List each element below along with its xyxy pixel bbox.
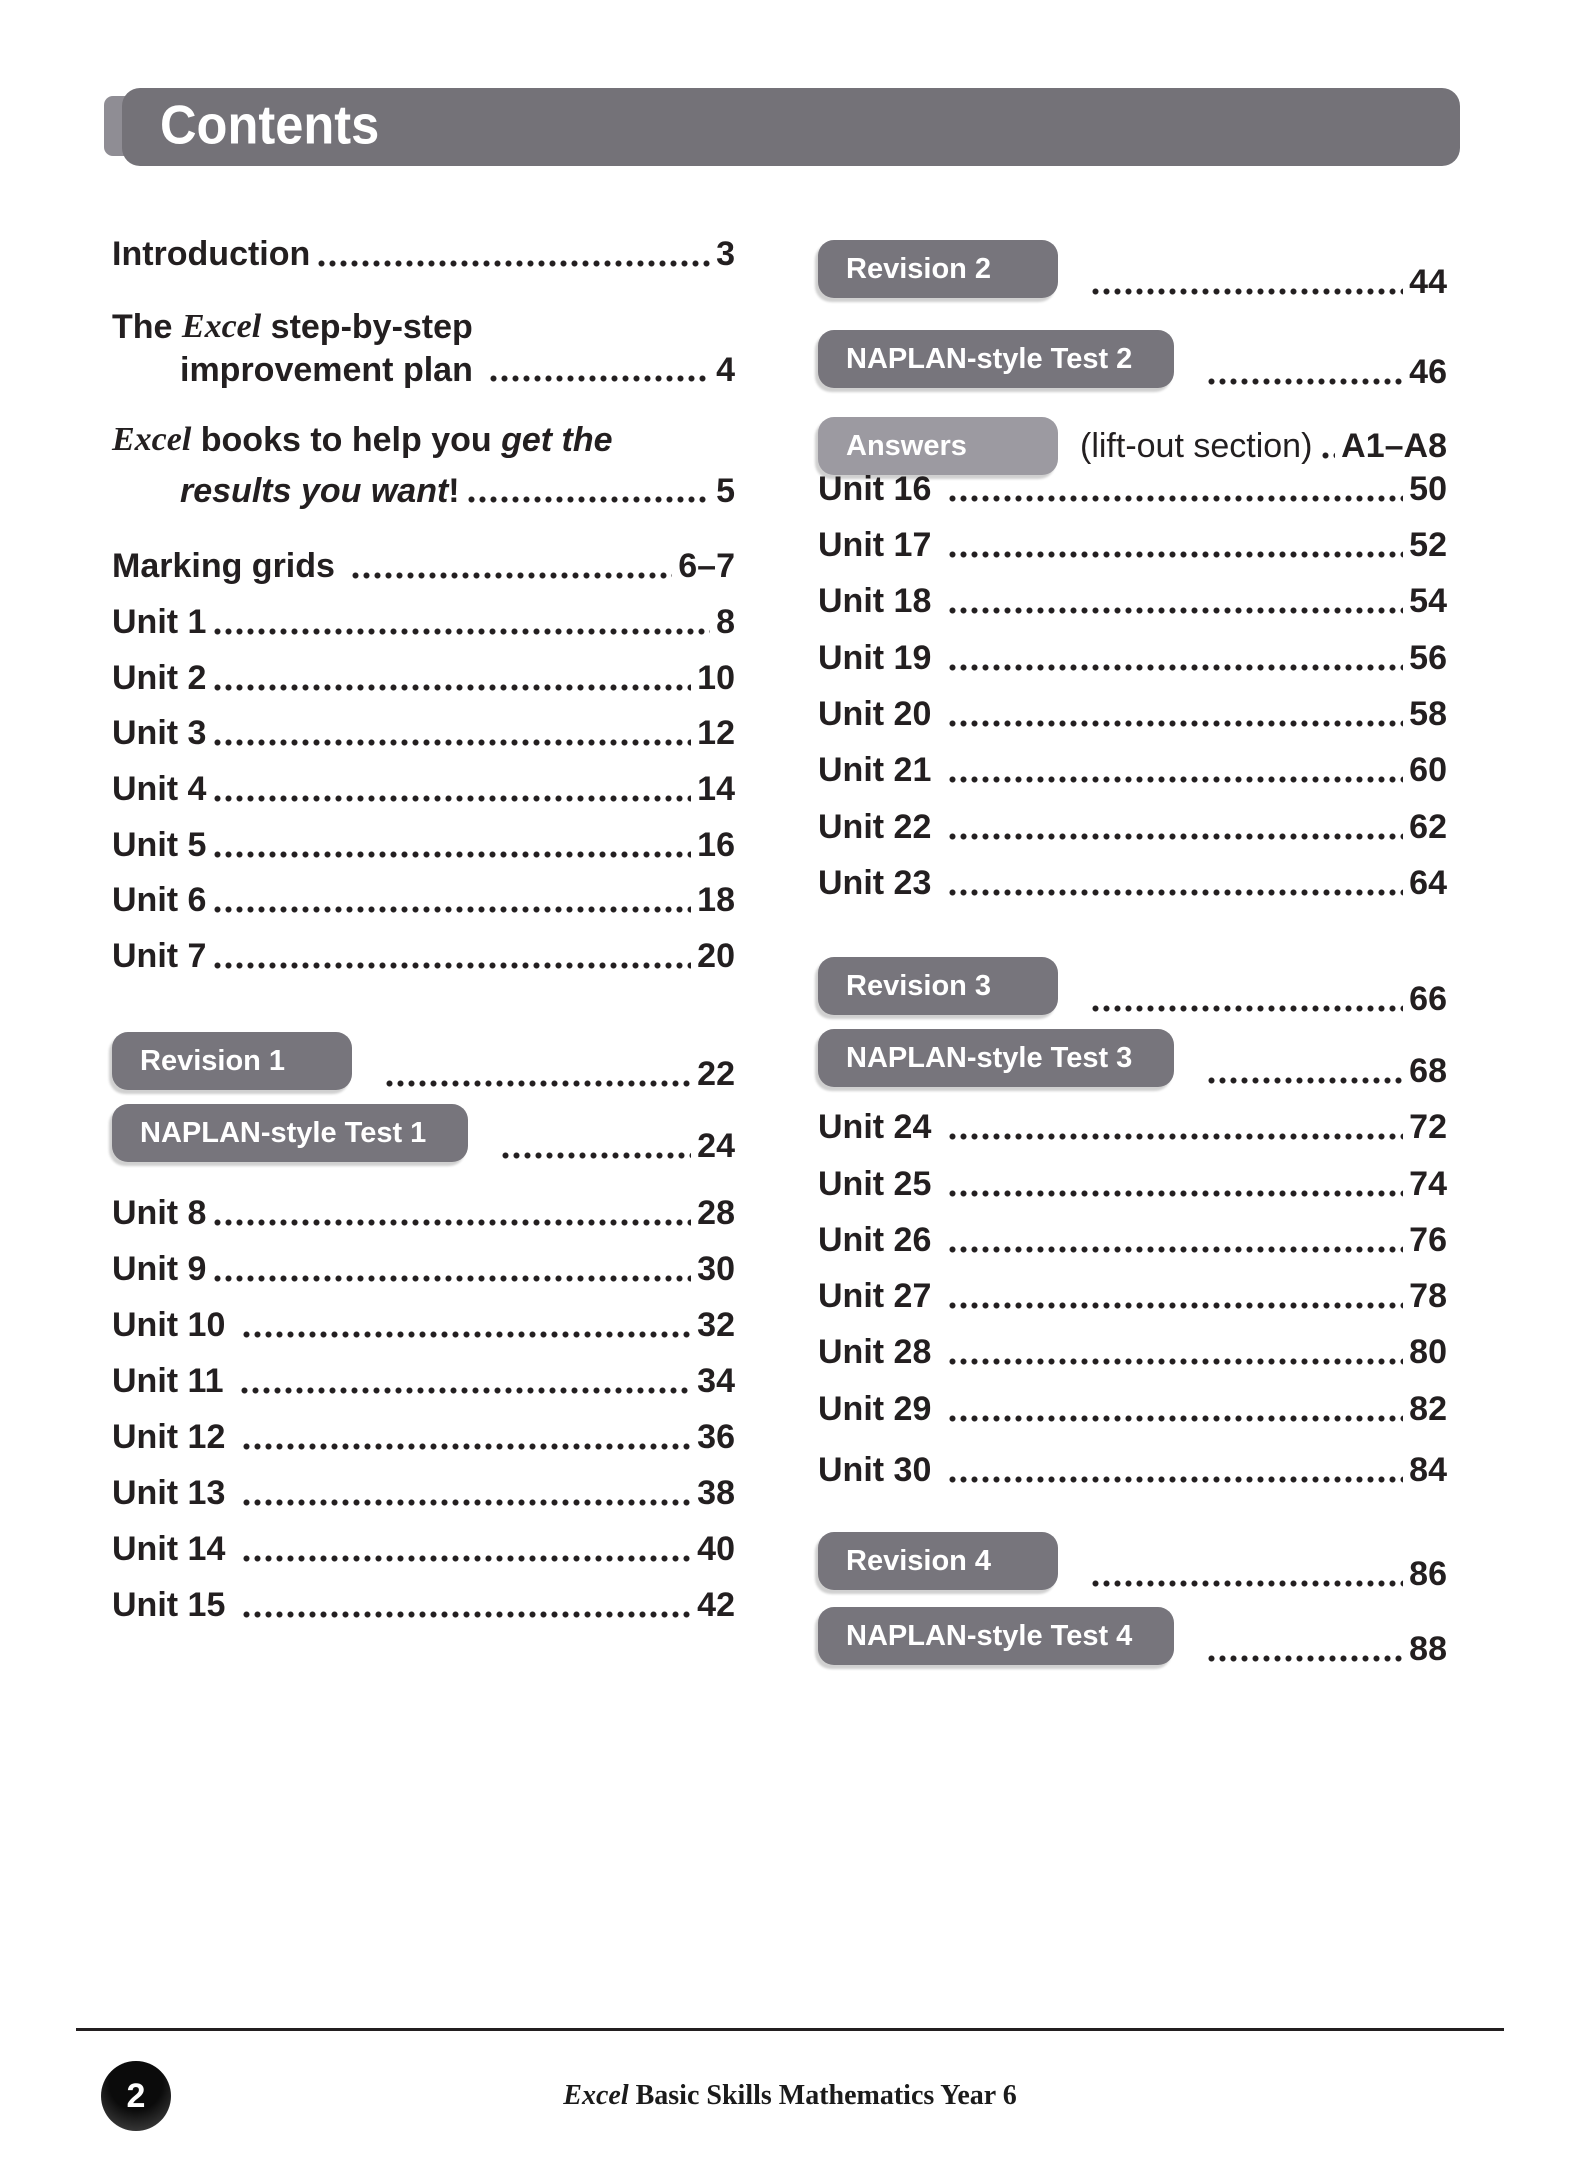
dot-leader (949, 1476, 1403, 1483)
toc-entry-revision-1 (112, 1032, 735, 1093)
toc-entry-label: Unit 10 (112, 1305, 235, 1344)
toc-entry-page: 6–7 (678, 546, 735, 585)
badge-row-tail (352, 1046, 735, 1102)
dot-leader (1322, 452, 1335, 459)
toc-entry-label: Unit 27 (818, 1276, 941, 1315)
toc-entry-page: 44 (1409, 262, 1447, 301)
toc-entry-page: 76 (1409, 1220, 1447, 1259)
toc-entry-page: 4 (716, 350, 735, 389)
dot-leader (949, 889, 1403, 896)
toc-entry-page: 72 (1409, 1107, 1447, 1146)
toc-entry-page: 84 (1409, 1450, 1447, 1489)
toc-entry-page: 62 (1409, 807, 1447, 846)
dot-leader (214, 684, 691, 691)
dot-leader (1092, 288, 1403, 295)
toc-entry-page: 20 (697, 936, 735, 975)
dot-leader (214, 962, 691, 969)
dot-leader (214, 1219, 691, 1226)
toc-entry-page: 50 (1409, 469, 1447, 508)
dot-leader (243, 1555, 691, 1562)
toc-entry-page: 34 (697, 1361, 735, 1400)
dot-leader (1092, 1580, 1403, 1587)
toc-entry-page: 58 (1409, 694, 1447, 733)
dot-leader (214, 739, 691, 746)
dot-leader (949, 833, 1403, 840)
badge-label: NAPLAN-style Test 4 (846, 1619, 1133, 1652)
dot-leader (1208, 378, 1403, 385)
dot-leader (214, 851, 691, 858)
toc-entry (112, 1577, 735, 1633)
toc-entry-label: Unit 3 (112, 713, 207, 752)
toc-entry-label: Unit 12 (112, 1417, 235, 1456)
toc-entry (112, 928, 735, 984)
toc-entry-label: Unit 25 (818, 1164, 941, 1203)
toc-entry-label: Unit 5 (112, 825, 207, 864)
toc-entry-label: Unit 26 (818, 1220, 941, 1259)
toc-entry (112, 650, 735, 706)
toc-entry-page: 14 (697, 769, 735, 808)
toc-entry-page: 86 (1409, 1554, 1447, 1593)
toc-entry-page: 80 (1409, 1332, 1447, 1371)
toc-entry (818, 1212, 1447, 1268)
toc-entry-label-italic: get the (501, 420, 613, 459)
toc-entry-revision-2 (818, 240, 1447, 301)
toc-entry-page: 16 (697, 825, 735, 864)
toc-entry-label: Unit 2 (112, 658, 207, 697)
toc-entry (112, 761, 735, 817)
toc-entry (112, 594, 735, 650)
dot-leader (1208, 1077, 1403, 1084)
dot-leader (243, 1443, 691, 1450)
dot-leader (949, 1302, 1403, 1309)
dot-leader (949, 1246, 1403, 1253)
toc-entry-naplan-test-3 (818, 1029, 1447, 1090)
toc-entry (112, 1521, 735, 1577)
naplan-section-badge (818, 330, 1174, 388)
toc-entry-page: 22 (697, 1054, 735, 1093)
toc-entry (818, 573, 1447, 629)
toc-entry-label: Unit 4 (112, 769, 207, 808)
toc-entry (818, 742, 1447, 798)
toc-entry (818, 1324, 1447, 1380)
dot-leader (214, 628, 710, 635)
badge-label: NAPLAN-style Test 2 (846, 342, 1133, 375)
toc-entry-label: Unit 28 (818, 1332, 941, 1371)
toc-entry-page: 8 (716, 602, 735, 641)
dot-leader (352, 572, 672, 579)
dot-leader (949, 1133, 1403, 1140)
dot-leader (468, 496, 710, 503)
toc-entry-label: step-by-step (261, 307, 473, 346)
toc-entry (112, 1185, 735, 1241)
toc-entry-page: 46 (1409, 352, 1447, 391)
badge-label: Answers (846, 429, 967, 462)
page-number: 2 (126, 2076, 146, 2115)
dot-leader (214, 795, 691, 802)
toc-entry (112, 1241, 735, 1297)
toc-entry-label: Unit 14 (112, 1529, 235, 1568)
toc-entry-marking-grids (112, 538, 735, 594)
footer-divider (76, 2028, 1504, 2031)
toc-entry-page: 42 (697, 1585, 735, 1624)
toc-entry-label: Unit 8 (112, 1193, 207, 1232)
toc-entry-page: 28 (697, 1193, 735, 1232)
toc-entry-page: 88 (1409, 1629, 1447, 1668)
dot-leader (490, 375, 710, 382)
toc-entry-label: Unit 21 (818, 750, 941, 789)
toc-entry (112, 1465, 735, 1521)
badge-row-tail (1174, 1043, 1447, 1099)
toc-entry-label: Unit 30 (818, 1450, 941, 1489)
toc-entry-label: Unit 6 (112, 880, 207, 919)
toc-entry-label: The (112, 307, 182, 346)
dot-leader (949, 495, 1403, 502)
badge-row-tail (1174, 1621, 1447, 1677)
toc-entry (818, 1156, 1447, 1212)
badge-label: Revision 3 (846, 969, 992, 1002)
toc-entry (818, 517, 1447, 573)
dot-leader (214, 906, 691, 913)
excel-brand-wordmark: Excel (112, 421, 192, 458)
toc-entry-page: 82 (1409, 1389, 1447, 1428)
toc-entry-naplan-test-1 (112, 1104, 735, 1165)
toc-entry-page: 36 (697, 1417, 735, 1456)
toc-entry-label: Unit 19 (818, 638, 941, 677)
badge-row-tail (1058, 1546, 1447, 1602)
revision-section-badge (818, 957, 1058, 1015)
toc-entry-label: Unit 16 (818, 469, 941, 508)
toc-entry (818, 1442, 1447, 1498)
dot-leader (1092, 1005, 1403, 1012)
toc-entry (818, 630, 1447, 686)
toc-entry-page: 5 (716, 471, 735, 510)
toc-entry (112, 705, 735, 761)
dot-leader (949, 1415, 1403, 1422)
toc-entry-revision-4 (818, 1532, 1447, 1593)
toc-left-column (112, 0, 735, 2168)
toc-entry-excel-books-line2 (112, 469, 735, 513)
toc-entry (818, 855, 1447, 911)
toc-entry-page: 52 (1409, 525, 1447, 564)
dot-leader (949, 1358, 1403, 1365)
toc-entry-naplan-test-4 (818, 1607, 1447, 1668)
dot-leader (949, 664, 1403, 671)
book-title-text: Basic Skills Mathematics Year 6 (628, 2080, 1017, 2111)
toc-entry (112, 1353, 735, 1409)
dot-leader (949, 607, 1403, 614)
toc-entry-label: Unit 20 (818, 694, 941, 733)
toc-entry (112, 817, 735, 873)
toc-entry-improvement-plan-line1 (112, 305, 735, 349)
toc-entry-page: 78 (1409, 1276, 1447, 1315)
naplan-section-badge (818, 1029, 1174, 1087)
toc-entry-page: 56 (1409, 638, 1447, 677)
dot-leader (949, 1190, 1403, 1197)
toc-entry-label: Unit 17 (818, 525, 941, 564)
dot-leader (243, 1499, 691, 1506)
toc-entry-label: Marking grids (112, 546, 345, 585)
toc-entry-page: 30 (697, 1249, 735, 1288)
naplan-section-badge (112, 1104, 468, 1162)
toc-entry-page: 38 (697, 1473, 735, 1512)
dot-leader (949, 551, 1403, 558)
revision-section-badge (818, 240, 1058, 298)
toc-entry-label: books to help you (191, 420, 502, 459)
toc-entry-label: Unit 23 (818, 863, 941, 902)
toc-entry-label: Unit 13 (112, 1473, 235, 1512)
toc-entry-page: 18 (697, 880, 735, 919)
toc-entry-revision-3 (818, 957, 1447, 1018)
toc-entry-page: 40 (697, 1529, 735, 1568)
toc-entry-label: Unit 7 (112, 936, 207, 975)
toc-entry-introduction (112, 226, 735, 282)
dot-leader (386, 1080, 691, 1087)
toc-entry-page: 64 (1409, 863, 1447, 902)
book-title (0, 2080, 1580, 2112)
toc-entry (818, 686, 1447, 742)
toc-entry-page: 24 (697, 1126, 735, 1165)
badge-label: Revision 2 (846, 252, 992, 285)
toc-entry-label: Unit 24 (818, 1107, 941, 1146)
toc-entry-label: Unit 1 (112, 602, 207, 641)
page-title: Contents (160, 93, 380, 156)
toc-entry-label: ! (448, 471, 460, 510)
toc-entry (112, 872, 735, 928)
toc-entry-page: 12 (697, 713, 735, 752)
badge-label: Revision 1 (140, 1044, 286, 1077)
toc-entry-label: Unit 18 (818, 581, 941, 620)
dot-leader (318, 260, 710, 267)
excel-brand-wordmark: Excel (563, 2080, 629, 2111)
toc-entry-page: 32 (697, 1305, 735, 1344)
toc-entry-page: 10 (697, 658, 735, 697)
dot-leader (241, 1387, 691, 1394)
badge-label: Revision 4 (846, 1544, 992, 1577)
toc-entry (818, 1099, 1447, 1155)
badge-row-tail (1058, 971, 1447, 1027)
dot-leader (1208, 1655, 1403, 1662)
toc-entry (112, 1297, 735, 1353)
toc-entry (818, 461, 1447, 517)
toc-entry-excel-books-line1 (112, 418, 735, 462)
badge-label: NAPLAN-style Test 1 (140, 1116, 427, 1149)
naplan-section-badge (818, 1607, 1174, 1665)
revision-section-badge (818, 1532, 1058, 1590)
answers-note: (lift-out section) (1080, 426, 1313, 465)
badge-row-tail (1174, 344, 1447, 400)
toc-entry-label: improvement plan (180, 350, 483, 389)
toc-entry-label-italic: results you want (180, 471, 449, 510)
dot-leader (243, 1331, 691, 1338)
toc-entry-page: 74 (1409, 1164, 1447, 1203)
toc-entry (818, 1268, 1447, 1324)
revision-section-badge (112, 1032, 352, 1090)
dot-leader (502, 1152, 691, 1159)
excel-brand-wordmark: Excel (181, 308, 262, 345)
toc-entry-label: Unit 22 (818, 807, 941, 846)
toc-entry-label: Unit 11 (112, 1361, 233, 1400)
badge-row-tail (1058, 254, 1447, 310)
toc-entry-page: 66 (1409, 979, 1447, 1018)
badge-label: NAPLAN-style Test 3 (846, 1041, 1133, 1074)
toc-entry-page: 54 (1409, 581, 1447, 620)
dot-leader (214, 1275, 691, 1282)
toc-entry-page: 60 (1409, 750, 1447, 789)
toc-entry-page: A1–A8 (1341, 426, 1447, 465)
toc-entry (112, 1409, 735, 1465)
toc-entry-label: Unit 15 (112, 1585, 235, 1624)
toc-entry (818, 799, 1447, 855)
toc-entry-naplan-test-2 (818, 330, 1447, 391)
toc-entry-label: Unit 9 (112, 1249, 207, 1288)
dot-leader (243, 1611, 691, 1618)
dot-leader (949, 720, 1403, 727)
dot-leader (949, 776, 1403, 783)
toc-entry-improvement-plan-line2 (112, 348, 735, 392)
badge-row-tail (468, 1118, 735, 1174)
toc-entry-label: Introduction (112, 234, 311, 273)
toc-entry (818, 1381, 1447, 1437)
toc-right-column (818, 0, 1447, 2168)
toc-entry-page: 68 (1409, 1051, 1447, 1090)
toc-entry-page: 3 (716, 234, 735, 273)
toc-entry-label: Unit 29 (818, 1389, 941, 1428)
